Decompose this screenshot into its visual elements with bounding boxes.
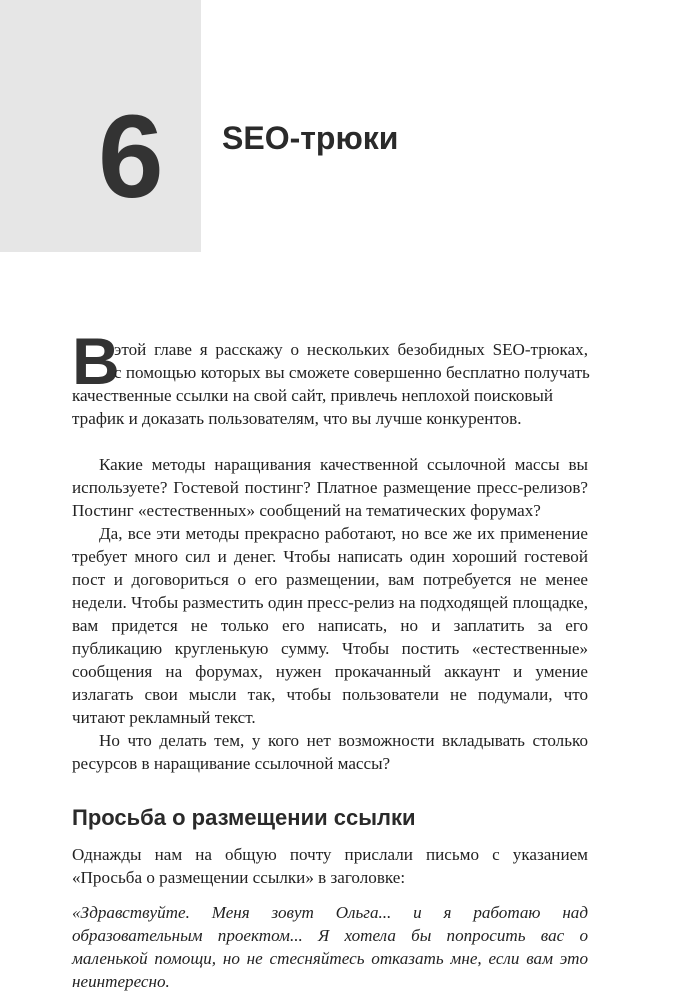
intro-line-3: качественные ссылки на свой сайт, привлечь неплохой поисковый [72, 386, 554, 405]
intro-line-1: этой главе я расскажу о нескольких безобидных SEO-трюках, [114, 340, 588, 359]
section-paragraph: Однажды нам на общую почту прислали письмо с указанием «Просьба о размещении ссылки» в заголовке: [72, 845, 588, 887]
chapter-title: SEO-трюки [222, 120, 399, 156]
chapter-body [72, 324, 590, 993]
intro-line-2: с помощью которых вы сможете совершенно бесплатно получать [114, 363, 590, 382]
paragraph-gap [72, 430, 588, 453]
intro-paragraph [72, 324, 590, 430]
paragraph-costs: Да, все эти методы прекрасно работают, но все же их применение требует много сил и денег. Чтобы написать один хороший гостевой пост и договориться о его размещении, вам потребуется не менее недели. Чтобы разместить один пресс-релиз на подходящей площадке, вам придется не только его написать, но и заплатить за его публикацию кругленькую сумму. Чтобы постить «естественные» сообщения на форумах, нужен прокачанный аккаунт и умение излагать свои мысли так, чтобы пользователи не подумали, что читают рекламный текст. [72, 524, 588, 727]
intro-line-4: трафик и доказать пользователям, что вы лучше конкурентов. [72, 409, 522, 428]
chapter-number: 6 [98, 91, 162, 223]
paragraph-methods: Какие методы наращивания качественной ссылочной массы вы используете? Гостевой постинг? Платное размещение пресс-релизов? Постинг «естественных» сообщений на тематических форумах? [72, 455, 588, 520]
paragraph-question: Но что делать тем, у кого нет возможности вкладывать столько ресурсов в наращивание ссылочной массы? [72, 731, 588, 773]
section-heading: Просьба о размещении ссылки [72, 805, 416, 830]
email-quote: «Здравствуйте. Меня зовут Ольга... и я работаю над образовательным проектом... Я хотела бы попросить вас о маленькой помощи, но не стесняйтесь отказать мне, если вам это неинтересно. [72, 903, 588, 991]
drop-cap: В [72, 324, 120, 398]
